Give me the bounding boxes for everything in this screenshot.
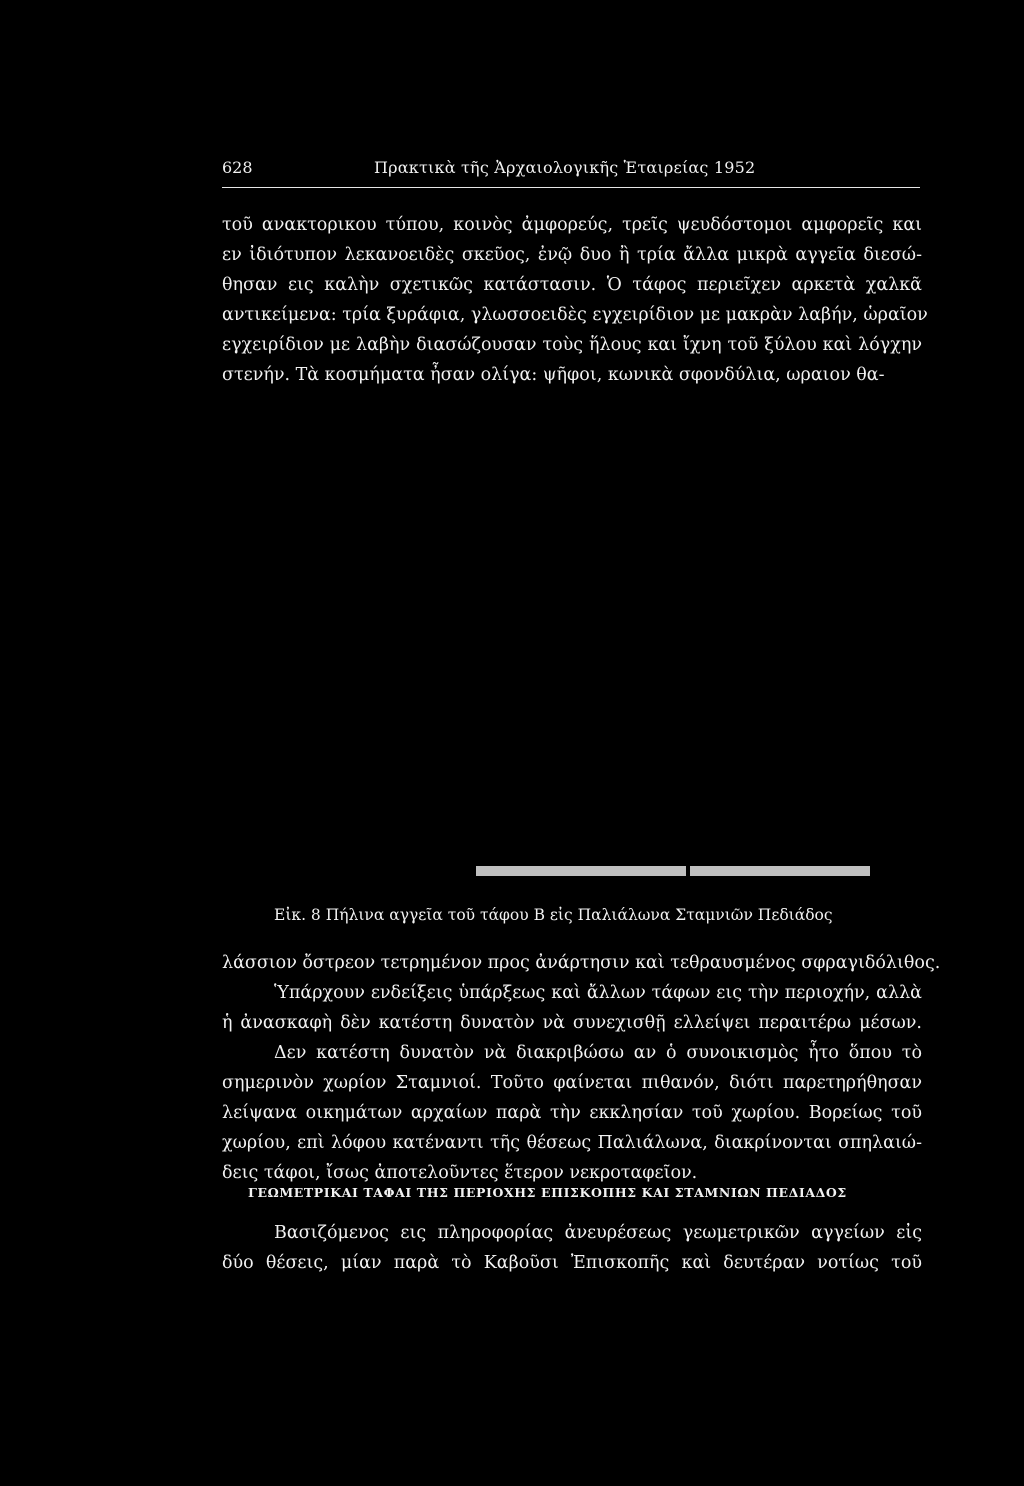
text-line: αντικείμενα: τρία ξυράφια, γλωσσοειδὲς εγχειρίδιον με μακρὰν λαβήν, ὡραῖον (222, 305, 928, 325)
paragraph-2 (222, 948, 941, 1188)
text-line: στενήν. Τὰ κοσμήματα ἦσαν ολίγα: ψῆφοι, κωνικὰ σφονδύλια, ωραιον θα- (222, 365, 885, 385)
text-line: δύο θέσεις, μίαν παρὰ τὸ Καβοῦσι Ἐπισκοπῆς καὶ δευτέραν νοτίως τοῦ (222, 1253, 922, 1273)
paragraph-3 (222, 1218, 922, 1278)
text-line: δεις τάφοι, ἴσως ἀποτελοῦντες ἕτερον νεκροταφεῖον. (222, 1163, 698, 1183)
text-line: σημερινὸν χωρίον Σταμνιοί. Τοῦτο φαίνεται πιθανόν, διότι παρετηρήθησαν (222, 1073, 922, 1093)
figure-edge (476, 866, 686, 876)
text-line: λείψανα οικημάτων αρχαίων παρὰ τὴν εκκλησίαν τοῦ χωρίου. Βορείως τοῦ (222, 1103, 922, 1123)
figure-image-area (222, 400, 922, 860)
text-line: Ὑπάρχουν ενδείξεις ὑπάρξεως καὶ ἄλλων τάφων εις τὴν περιοχήν, αλλὰ (274, 983, 922, 1003)
section-heading: ΓΕΩΜΕΤΡΙΚΑΙ ΤΑΦΑΙ ΤΗΣ ΠΕΡΙΟΧΗΣ ΕΠΙΣΚΟΠΗΣ ΚΑΙ ΣΤΑΜΝΙΩΝ ΠΕΔΙΑΔΟΣ (248, 1185, 847, 1200)
text-line: τοῦ ανακτορικου τύπου, κοινὸς ἀμφορεύς, τρεῖς ψευδόστομοι αμφορεῖς και (222, 215, 922, 235)
paragraph-1 (222, 210, 928, 390)
text-line: λάσσιον ὄστρεον τετρημένον προς ἀνάρτησιν καὶ τεθραυσμένος σφραγιδόλιθος. (222, 953, 941, 973)
figure-caption: Εἰκ. 8 Πήλινα αγγεῖα τοῦ τάφου Β εἰς Παλιάλωνα Σταμνιῶν Πεδιάδος (274, 906, 833, 924)
text-line: χωρίου, επὶ λόφου κατέναντι τῆς θέσεως Παλιάλωνα, διακρίνονται σπηλαιώ- (222, 1133, 922, 1153)
page-number: 628 (222, 158, 253, 177)
text-line: ἡ ἀνασκαφὴ δὲν κατέστη δυνατὸν νὰ συνεχισθῇ ελλείψει περαιτέρω μέσων. (222, 1013, 922, 1033)
running-title: Πρακτικὰ τῆς Ἀρχαιολογικῆς Ἑταιρείας 1952 (374, 158, 756, 177)
header-rule (222, 187, 920, 188)
text-line: Δεν κατέστη δυνατὸν νὰ διακριβώσω αν ὁ συνοικισμὸς ἦτο ὅπου τὸ (274, 1043, 922, 1063)
text-line: εγχειρίδιον με λαβὴν διασώζουσαν τοὺς ἥλους και ἴχνη τοῦ ξύλου καὶ λόγχην (222, 335, 922, 355)
page-header (222, 158, 920, 184)
figure-edge (690, 866, 870, 876)
text-line: Βασιζόμενος εις πληροφορίας ἀνευρέσεως γεωμετρικῶν αγγείων εἰς (274, 1223, 922, 1243)
text-line: εν ἰδιότυπον λεκανοειδὲς σκεῦος, ἐνῷ δυο ἢ τρία ἄλλα μικρὰ αγγεῖα διεσώ- (222, 245, 922, 265)
text-line: θησαν εις καλὴν σχετικῶς κατάστασιν. Ὁ τάφος περιεῖχεν αρκετὰ χαλκᾶ (222, 275, 922, 295)
